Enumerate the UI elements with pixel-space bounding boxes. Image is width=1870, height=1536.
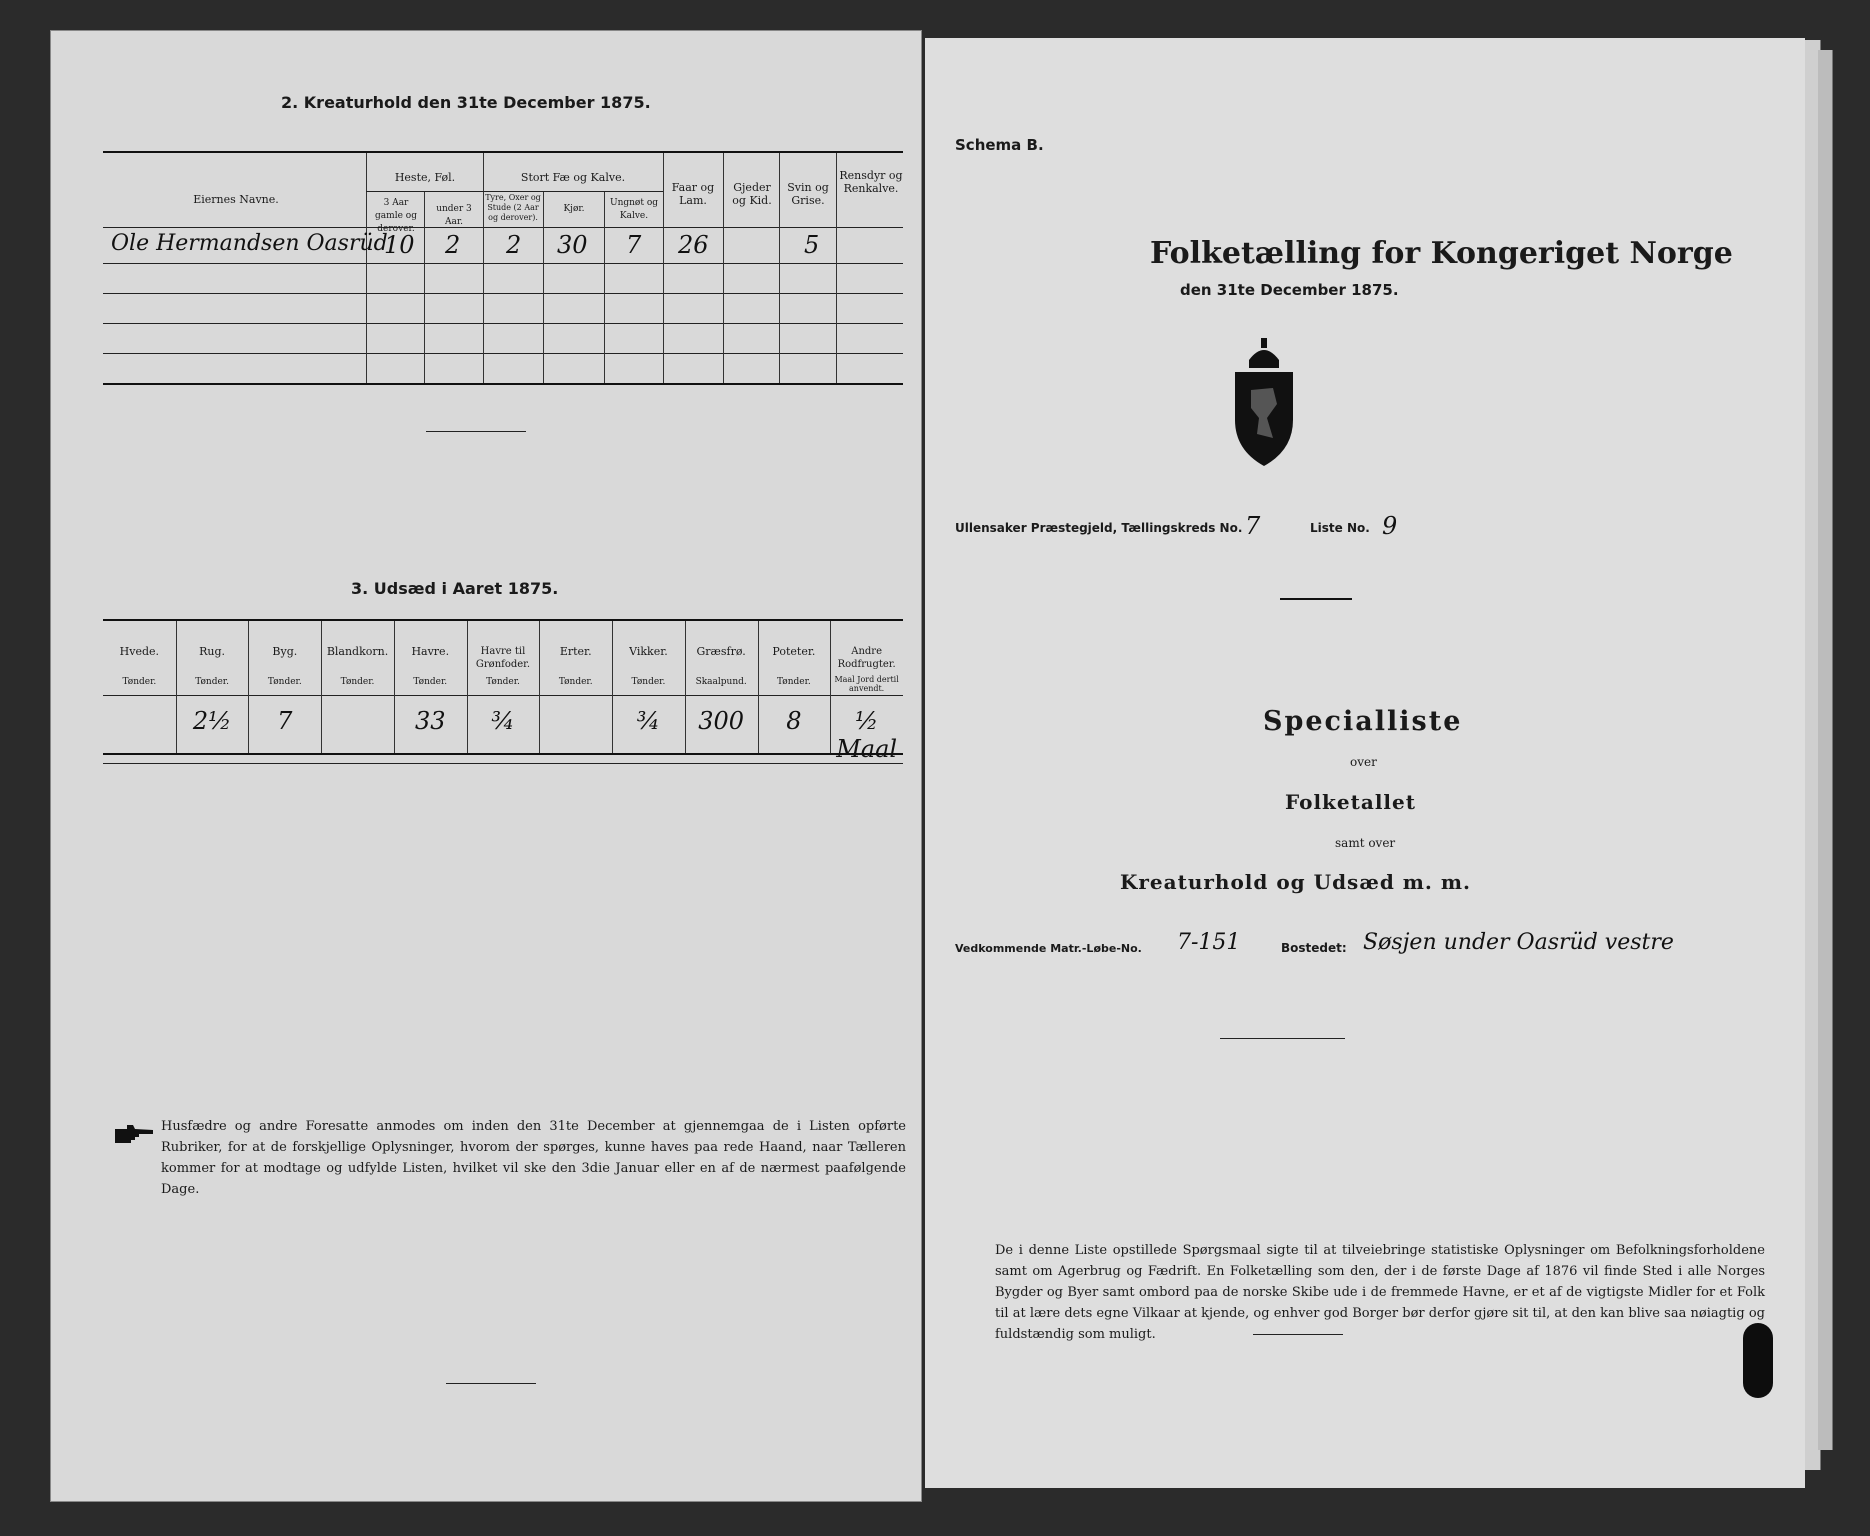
table3-header-rule (103, 695, 903, 696)
table3-col-value: 7 (277, 707, 293, 735)
right-page (925, 38, 1805, 1488)
table3-col-value: ½ Maal (836, 707, 898, 763)
coat-of-arms-icon (1227, 338, 1301, 468)
col-svin-header: Svin og Grise. (787, 181, 829, 207)
col-stort-b-header: Kjør. (563, 204, 585, 214)
table3-col-header: Rug. (199, 645, 226, 658)
bostedet-label: Bostedet: (1281, 941, 1347, 955)
col-stort-header: Stort Fæ og Kalve. (520, 171, 626, 184)
notice-text: Husfædre og andre Foresatte anmodes om inden den 31te December at gjennemgaa de i Listen opførte Rubriker, for at de forskjellige Oplysninger, hvorom der spørges, kunne haves paa rede Haand, naar Tælleren kommer for at modtage og udfylde Listen, hvilket vil ske den 3die Januar eller en af de nærmest paafølgende Dage. (161, 1119, 906, 1197)
section3-title: 3. Udsæd i Aaret 1875. (351, 579, 559, 598)
col-heste-a-header: 3 Aar gamle og derover. (375, 198, 417, 234)
schema-label: Schema B. (955, 136, 1044, 154)
over-text-1: over (1350, 755, 1377, 769)
main-subtitle: den 31te December 1875. (1180, 281, 1399, 299)
kreaturhold-title: Kreaturhold og Udsæd m. m. (1120, 870, 1471, 894)
heste-a-cell: 10 (384, 231, 415, 259)
table3-col-header: Andre Rodfrugter. (837, 646, 896, 670)
liste-no-value: 9 (1382, 512, 1398, 540)
table3-col-header: Græsfrø. (696, 645, 746, 658)
table3-col-header: Hvede. (119, 645, 160, 658)
owner-name-cell: Ole Hermandsen Oasrüd (111, 231, 388, 256)
section2-title: 2. Kreaturhold den 31te December 1875. (281, 93, 651, 112)
table3-col-header: Havre. (411, 645, 450, 658)
table3-col-divider (612, 621, 613, 753)
col-heste-b-header: under 3 Aar. (436, 204, 472, 227)
divider-short (426, 431, 526, 432)
table3-col-unit: Tønder. (486, 677, 520, 687)
table3-col-unit: Tønder. (777, 677, 811, 687)
table3-col-divider (394, 621, 395, 753)
col-rensdyr-header: Rensdyr og Renkalve. (839, 169, 903, 195)
faar-cell: 26 (678, 231, 709, 259)
table3-col-unit: Maal Jord dertil anvendt. (834, 675, 899, 693)
left-page (50, 30, 922, 1502)
table3-col-divider (539, 621, 540, 753)
main-title: Folketælling for Kongeriget Norge (1150, 236, 1733, 271)
bostedet-value: Søsjen under Oasrüd vestre (1363, 930, 1674, 955)
kreds-no-value: 7 (1245, 512, 1261, 540)
table3-top-rule (103, 619, 903, 621)
stort-c-cell: 7 (626, 231, 642, 259)
svin-cell: 5 (804, 231, 820, 259)
table2-bottom-rule (103, 383, 903, 385)
table3-col-value: 300 (698, 707, 745, 735)
col-owner-header: Eiernes Navne. (193, 193, 279, 206)
heste-b-cell: 2 (445, 231, 461, 259)
table3-col-unit: Tønder. (267, 677, 302, 687)
table3-col-divider (830, 621, 831, 753)
matr-value: 7-151 (1177, 930, 1241, 955)
table3-col-unit: Tønder. (413, 677, 448, 687)
table3-col-divider (248, 621, 249, 753)
table3-col-unit: Tønder. (558, 677, 593, 687)
table3-col-unit: Tønder. (122, 677, 157, 687)
col-gjeder-header: Gjeder og Kid. (732, 181, 772, 207)
table3-col-header: Erter. (559, 645, 592, 658)
col-faar-header: Faar og Lam. (671, 181, 715, 207)
table3-col-header: Blandkorn. (326, 645, 389, 658)
table3-col-divider (321, 621, 322, 753)
table3-col-divider (758, 621, 759, 753)
table3-col-divider (467, 621, 468, 753)
stort-b-cell: 30 (557, 231, 588, 259)
col-heste-header: Heste, Føl. (394, 171, 456, 184)
table3-col-value: 8 (786, 707, 802, 735)
liste-label: Liste No. (1310, 521, 1370, 535)
specialliste-title: Specialliste (1263, 706, 1463, 737)
col-stort-c-header: Ungnøt og Kalve. (609, 198, 658, 221)
table2-header-rule (103, 227, 903, 228)
table3-col-header: Byg. (272, 645, 298, 658)
binding-clip (1743, 1323, 1773, 1398)
prestegjeld-line (955, 521, 1242, 535)
table3-col-header: Havre til Grønfoder. (475, 646, 531, 670)
samt-over-text: samt over (1335, 836, 1396, 850)
table3-col-value: 2½ (192, 707, 232, 735)
table3-col-unit: Tønder. (631, 677, 666, 687)
table3-col-unit: Tønder. (195, 677, 229, 687)
table3-col-header: Vikker. (629, 645, 668, 658)
table3-col-divider (176, 621, 177, 753)
table3-col-value: ¾ (491, 707, 515, 735)
table3-col-divider (685, 621, 686, 753)
table3-col-value: ¾ (636, 707, 661, 735)
table3-col-unit: Skaalpund. (695, 677, 747, 687)
table3-col-unit: Tønder. (340, 677, 375, 687)
folketallet-title: Folketallet (1285, 790, 1416, 814)
intro-paragraph: De i denne Liste opstillede Spørgsmaal sigte til at tilveiebringe statistiske Oplysninger om Befolkningsforholdene samt om Agerbrug og Fædrift. En Folketælling som den, der i de første Dage af 1876 vil finde Sted i alle Norges Bygder og Byer samt ombord paa de norske Skibe ude i de fremmede Havne, er et af de vigtigste Midler for et Folk til at lære dets egne Vilkaar at kjende, og enhver god Borger bør derfor gjøre sit til, at den kan blive saa nøiagtig og fuldstændig som muligt. (995, 1243, 1765, 1342)
stort-a-cell: 2 (506, 231, 522, 259)
table2-top-rule (103, 151, 903, 153)
matr-label: Vedkommende Matr.-Løbe-No. (955, 942, 1142, 955)
table3-col-header: Poteter. (772, 645, 816, 658)
col-stort-a-header: Tyre, Oxer og Stude (2 Aar og derover). (485, 193, 541, 222)
prestegjeld-label: Ullensaker Præstegjeld, Tællingskreds No. (955, 521, 1243, 535)
table3-bottom-rule (103, 753, 903, 755)
pointing-hand-icon (113, 1123, 155, 1145)
table3-col-value: 33 (414, 707, 446, 735)
